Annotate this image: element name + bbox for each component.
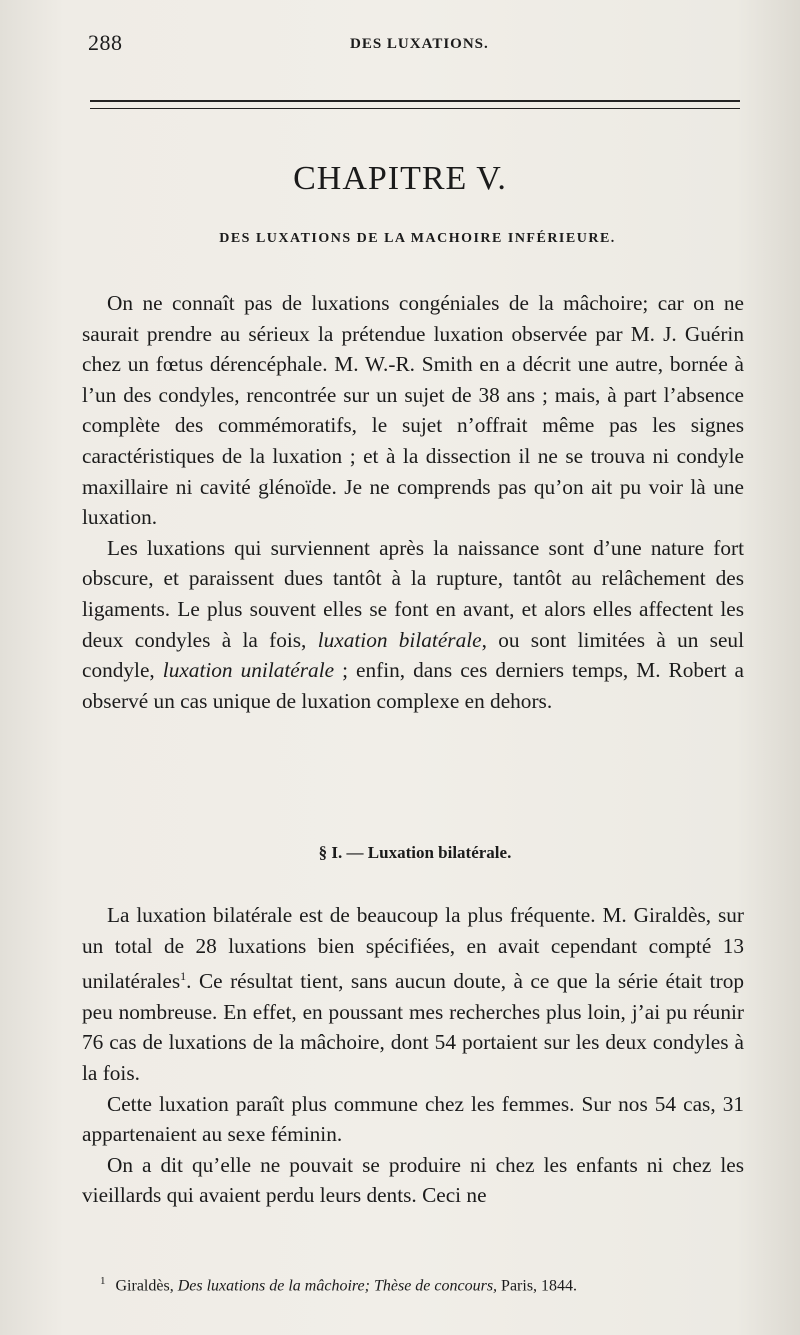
footnote-place: Paris, 1844. — [501, 1277, 578, 1295]
paragraph-text: ; enfin, dans ces derniers temps, M. Robert a observé un cas unique de luxation complexe en dehors. — [82, 658, 744, 713]
italic-term: luxation bilatérale — [317, 627, 482, 652]
chapter-title: CHAPITRE V. — [293, 160, 507, 197]
page-header — [88, 30, 738, 60]
paragraph-text: Les luxations qui surviennent après la naissance sont d’une nature fort obscure, et paraissent dues tantôt à la rupture, tantôt au relâchement des ligaments. Le plus souvent elles se font en avant, et alors elles affectent les deux condyles à la fois, — [82, 535, 744, 652]
paragraph: Cette luxation paraît plus commune chez les femmes. Sur nos 54 cas, 31 appartenaient au sexe féminin. — [82, 1091, 744, 1147]
italic-term: luxation unilatérale — [162, 658, 335, 683]
paragraph: On ne connaît pas de luxations congéniales de la mâchoire; car on ne saurait prendre au sérieux la prétendue luxation observée par M. J. Guérin chez un fœtus dérencéphale. M. W.-R. Smith en a décrit une autre, bornée à l’un des condyles, rencontrée sur un sujet de 38 ans ; mais, à part l’absence complète des commémoratifs, le sujet n’offrait même pas les signes caractéristiques de la luxation ; et à la dissection il ne se trouva ni condyle maxillaire ni cavité glénoïde. Je ne comprends pas qu’on ait pu voir là une luxation. — [82, 291, 744, 530]
paragraph-text: . Ce résultat tient, sans aucun doute, à ce que la série était trop peu nombreuse. En effet, en poussant mes recherches plus loin, j’ai pu réunir 76 cas de luxations de la mâchoire, dont 54 portaient sur les deux condyles à la fois. — [82, 969, 744, 1086]
paragraph-text: , ou sont limitées à un seul condyle, — [82, 627, 744, 683]
header-rule — [90, 100, 740, 109]
footnote-reference: 1 — [180, 969, 187, 984]
footnote-author: Giraldès, — [115, 1277, 174, 1295]
paragraph — [82, 533, 744, 717]
paragraph-text: La luxation bilatérale est de beaucoup la plus fréquente. M. Giraldès, sur un total de 28 luxations bien spécifiées, en avait cependant compté 13 unilatérales — [82, 903, 744, 994]
body-text-block-1 — [82, 288, 744, 716]
paragraph: On a dit qu’elle ne pouvait se produire ni chez les enfants ni chez les vieillards qui avaient perdu leurs dents. Ceci ne — [82, 1152, 744, 1208]
footnote — [100, 1270, 760, 1297]
subsection-heading: § I. — Luxation bilatérale. — [318, 843, 512, 862]
paragraph — [82, 900, 744, 1089]
chapter-subtitle: DES LUXATIONS DE LA MACHOIRE INFÉRIEURE. — [219, 231, 616, 246]
running-title: DES LUXATIONS. — [350, 36, 489, 52]
page-number: 288 — [88, 30, 123, 55]
footnote-title: Des luxations de la mâchoire; Thèse de concours, — [177, 1277, 498, 1295]
body-text-block-2 — [82, 900, 744, 1211]
footnote-marker: 1 — [100, 1275, 106, 1287]
